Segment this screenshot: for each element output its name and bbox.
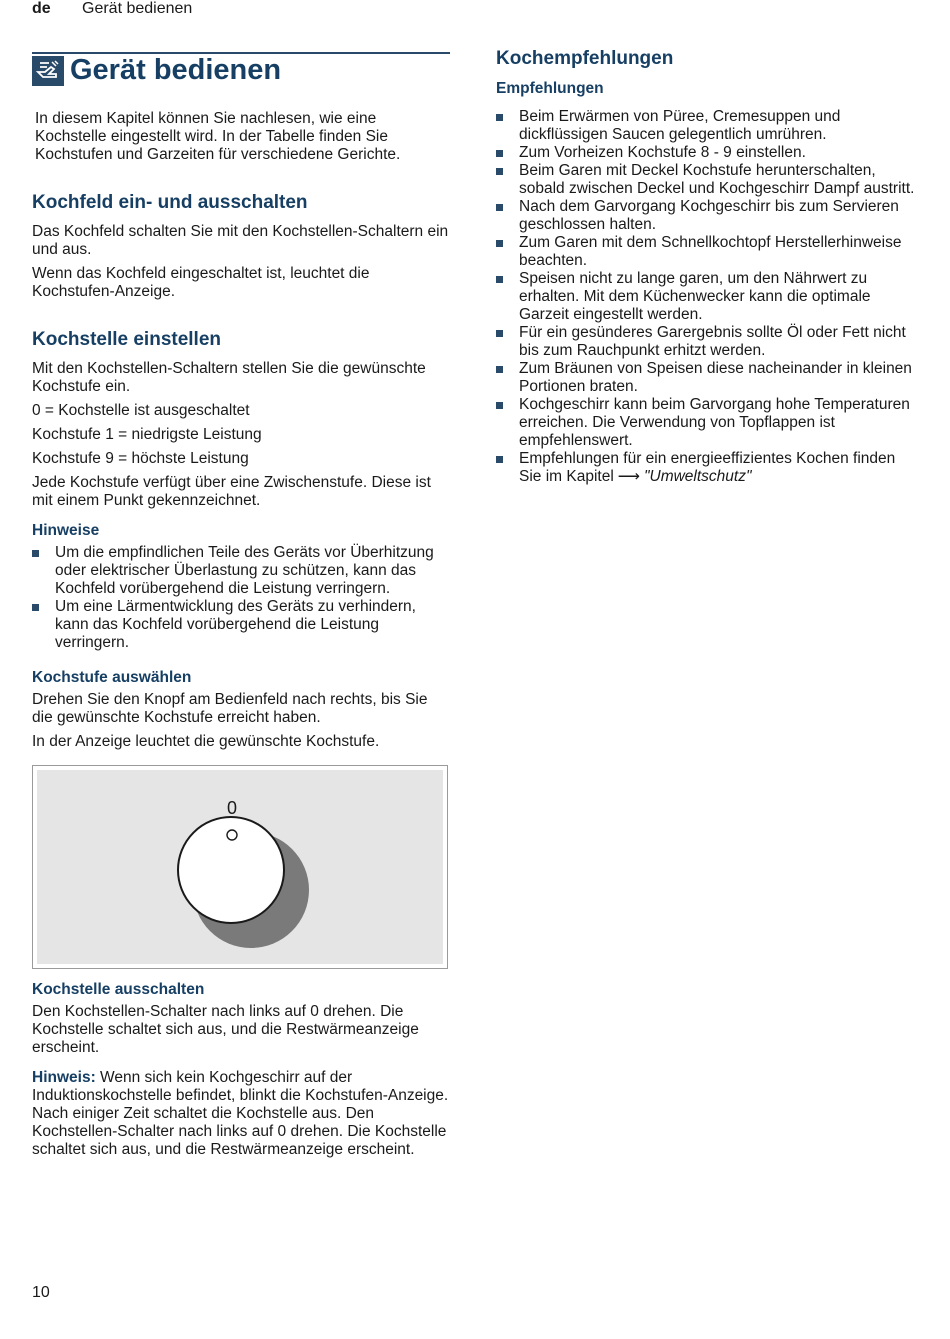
onoff-paragraph-2: Wenn das Kochfeld eingeschaltet ist, leuchtet die Kochstufen-Anzeige. (32, 265, 370, 300)
bullet-icon (496, 114, 503, 121)
knob-level-label: 0 (226, 798, 238, 818)
set-heading: Kochstelle einstellen (32, 329, 222, 350)
bullet-icon (32, 550, 39, 557)
set-paragraph-3: Kochstufe 1 = niedrigste Leistung (32, 426, 262, 443)
bullet-icon (496, 402, 503, 409)
list-item: Beim Garen mit Deckel Kochstufe herunterschalten, sobald zwischen Deckel und Kochgeschirr Dampf austritt. (496, 162, 916, 198)
bullet-icon (496, 240, 503, 247)
chapter-title (32, 52, 450, 96)
set-paragraph-2: 0 = Kochstelle ist ausgeschaltet (32, 402, 250, 419)
knob-illustration (32, 765, 448, 969)
list-item: Um eine Lärmentwicklung des Geräts zu verhindern, kann das Kochfeld vorübergehend die Leistung verringern. (32, 598, 450, 652)
select-heading: Kochstufe auswählen (32, 669, 192, 686)
list-item: Für ein gesünderes Garergebnis sollte Öl oder Fett nicht bis zum Rauchpunkt erhitzt werden. (496, 324, 916, 360)
list-item: Zum Garen mit dem Schnellkochtopf Herstellerhinweise beachten. (496, 234, 916, 270)
notes-list (32, 544, 450, 652)
select-paragraph-1: Drehen Sie den Knopf am Bedienfeld nach rechts, bis Sie die gewünschte Kochstufe erreicht haben. (32, 691, 428, 726)
list-item: Zum Bräunen von Speisen diese nacheinander in kleinen Portionen braten. (496, 360, 916, 396)
set-paragraph-1: Mit den Kochstellen-Schaltern stellen Sie die gewünschte Kochstufe ein. (32, 360, 426, 395)
onoff-paragraph-1: Das Kochfeld schalten Sie mit den Kochstellen-Schaltern ein und aus. (32, 223, 449, 258)
bullet-icon (496, 456, 503, 463)
select-paragraph-2: In der Anzeige leuchtet die gewünschte Kochstufe. (32, 733, 380, 750)
hint-text: Wenn sich kein Kochgeschirr auf der Induktionskochstelle befindet, blinkt die Kochstufen-Anzeige. Nach einiger Zeit schaltet die Kochstelle aus. Den Kochstellen-Schalter nach links auf 0 drehen. Die Kochstelle schaltet sich aus, und die Restwärmeanzeige erscheint. (32, 1069, 449, 1158)
bullet-icon (496, 150, 503, 157)
arrow-right-icon: ⟶ (617, 468, 640, 485)
hand-operation-icon (32, 56, 64, 86)
hint-label: Hinweis: (32, 1069, 96, 1086)
recommendations-heading: Kochempfehlungen (496, 48, 674, 69)
list-item: Speisen nicht zu lange garen, um den Nährwert zu erhalten. Mit dem Küchenwecker kann die optimale Garzeit eingestellt werden. (496, 270, 916, 324)
page-number: 10 (32, 1284, 50, 1301)
right-column (496, 48, 916, 486)
recommendations-list (496, 108, 916, 486)
chapter-intro: In diesem Kapitel können Sie nachlesen, wie eine Kochstelle eingestellt wird. In der Tabelle finden Sie Kochstufen und Garzeiten für verschiedene Gerichte. (35, 110, 401, 163)
off-paragraph-1: Den Kochstellen-Schalter nach links auf 0 drehen. Die Kochstelle schaltet sich aus, und die Restwärmeanzeige erscheint. (32, 1003, 419, 1056)
list-item: Zum Vorheizen Kochstufe 8 - 9 einstellen. (496, 144, 916, 162)
list-item: Um die empfindlichen Teile des Geräts vor Überhitzung oder elektrischer Überlastung zu schützen, kann das Kochfeld vorübergehend die Leistung verringern. (32, 544, 450, 598)
list-item: Kochgeschirr kann beim Garvorgang hohe Temperaturen erreichen. Die Verwendung von Topflappen ist empfehlenswert. (496, 396, 916, 450)
set-paragraph-5: Jede Kochstufe verfügt über eine Zwischenstufe. Diese ist mit einem Punkt gekennzeichnet. (32, 474, 431, 509)
off-heading: Kochstelle ausschalten (32, 981, 205, 998)
bullet-icon (496, 204, 503, 211)
bullet-icon (496, 276, 503, 283)
notes-heading: Hinweise (32, 522, 100, 539)
recommendations-subheading: Empfehlungen (496, 80, 604, 97)
bullet-icon (496, 168, 503, 175)
chapter-heading: Gerät bedienen (70, 54, 282, 86)
list-item: Nach dem Garvorgang Kochgeschirr bis zum Servieren geschlossen halten. (496, 198, 916, 234)
left-column (32, 52, 450, 1165)
list-item: Beim Erwärmen von Püree, Cremesuppen und dickflüssigen Saucen gelegentlich umrühren. (496, 108, 916, 144)
bullet-icon (496, 330, 503, 337)
bullet-icon (496, 366, 503, 373)
page-header (32, 0, 192, 18)
off-hint (32, 1069, 450, 1159)
language-tag: de (32, 0, 51, 17)
header-section-title: Gerät bedienen (82, 0, 193, 17)
list-item: Empfehlungen für ein energieeffizientes Kochen finden Sie im Kapitel ⟶ "Umweltschutz" (496, 450, 916, 486)
control-knob-icon (37, 770, 443, 964)
bullet-icon (32, 604, 39, 611)
onoff-heading: Kochfeld ein- und ausschalten (32, 192, 308, 213)
set-paragraph-4: Kochstufe 9 = höchste Leistung (32, 450, 249, 467)
chapter-reference-link[interactable]: "Umweltschutz" (644, 468, 752, 485)
